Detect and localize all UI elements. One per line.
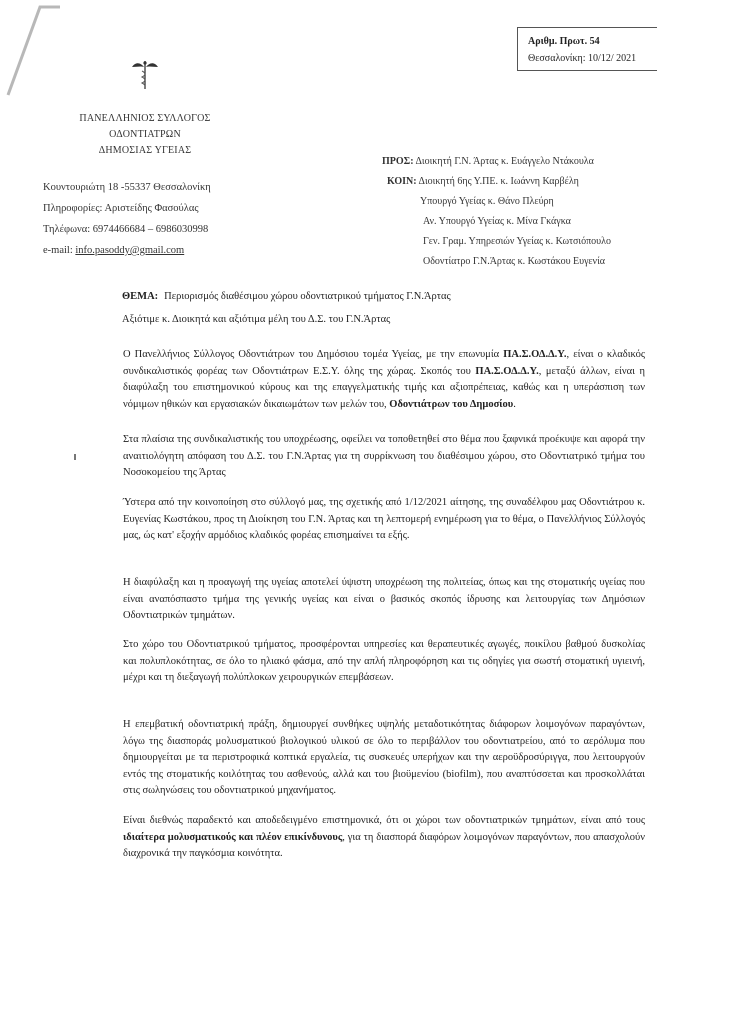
subject-text: Περιορισμός διαθέσιμου χώρου οδοντιατρικού τμήματος Γ.Ν.Άρτας	[164, 291, 451, 302]
subject-line	[122, 291, 451, 302]
emphasis-text: Οδοντιάτρων του Δημοσίου	[389, 398, 514, 410]
org-name-line: ΟΔΟΝΤΙΑΤΡΩΝ	[109, 129, 181, 140]
to-recipient: Διοικητή Γ.Ν. Άρτας κ. Ευάγγελο Ντάκουλα	[415, 156, 594, 167]
caduceus-icon	[130, 55, 160, 91]
org-name-line: ΠΑΝΕΛΛΗΝΙΟΣ ΣΥΛΛΟΓΟΣ	[79, 113, 211, 124]
paragraph: Ύστερα από την κοινοποίηση στο σύλλογό μας, της σχετικής από 1/12/2021 αίτησης, της συναδέλφου μας Οδοντιάτρου κ. Ευγενίας Κωστάκου, προς τη Διοίκηση του Γ.Ν. Άρτας και τη λεπτομερή ενημέρωση για το θέμα, ο Πανελλήνιος Σύλλογός μας, ώς κατ' εξοχήν αρμόδιος κλαδικός φορέας επισημαίνει τα εξής.	[123, 497, 645, 541]
paragraph: Στο χώρο του Οδοντιατρικού τμήματος, προσφέρονται υπηρεσίες και θεραπευτικές αγωγές, ποικίλου βαθμού δυσκολίας και πολυπλοκότητας, σε όλο το ηλιακό φάσμα, από την απλή πληροφόρηση και τις οδηγίες για σωστή στοματική υγιεινή, μέχρι και τη διεξαγωγή πολύπλοκων χειρουργικών επεμβάσεων.	[123, 639, 645, 683]
recipients-block	[382, 152, 611, 272]
cc-list	[382, 192, 611, 272]
subject-label: ΘΕΜΑ:	[122, 291, 159, 302]
phone-numbers: Τηλέφωνα: 6974466684 – 6986030998	[43, 224, 209, 235]
email-row	[43, 240, 211, 261]
paragraph: Η επεμβατική οδοντιατρική πράξη, δημιουργεί συνθήκες υψηλής μεταδοτικότητας διάφορων λοιμογόνων παραγόντων, λόγω της διασποράς μολυσματικού βιολογικού υλικού σε όλο το περιβάλλον του οδοντιατρείου, από το αερόλυμα που δημιουργείται με τα περιστροφικά κοπτικά εργαλεία, τις συσκευές υπερήχων και την αεροϋδροσύριγγα, που λειτουργούν εντός της στοματικής κοιλότητας του ασθενούς, αλλά και του βιοϋμενίου (biofilm), που αναπτύσσεται και προσκολλάται στις σωληνώσεις του οδοντιατρικού μηχανήματος.	[123, 719, 645, 796]
emphasis-text: ιδιαίτερα μολυσματικούς και πλέον επικίνδυνους	[123, 831, 343, 843]
org-acronym: ΠΑ.Σ.ΟΔ.Δ.Υ.	[503, 349, 567, 360]
cc-recipient: Αν. Υπουργό Υγείας κ. Μίνα Γκάγκα	[423, 216, 571, 227]
cc-recipient: Γεν. Γραμ. Υπηρεσιών Υγείας κ. Κωτσιόπουλο	[423, 236, 611, 247]
paragraph	[123, 813, 645, 863]
email-label: e-mail:	[43, 245, 76, 256]
salutation: Αξιότιμε κ. Διοικητά και αξιότιμα μέλη του Δ.Σ. του Γ.Ν.Άρτας	[122, 314, 391, 325]
text-run: , για τη διασπορά διαφόρων λοιμογόνων παραγόντων, που απασχολούν διαχρονικά την παγκόσμια κοινότητα.	[123, 831, 646, 859]
scan-mark	[74, 454, 76, 460]
contact-block	[43, 177, 211, 261]
cc-row	[382, 172, 611, 192]
to-row	[382, 152, 611, 172]
cc-recipient: Υπουργό Υγείας κ. Θάνο Πλεύρη	[420, 196, 554, 207]
paragraph: Η διαφύλαξη και η προαγωγή της υγείας αποτελεί ύψιστη υποχρέωση της πολιτείας, όπως και της στοματικής υγείας που είναι αναπόσπαστο τμήμα της γενικής υγείας και είναι ο βασικός σκοπός ίδρυσης και λειτουργίας των Δημόσιων Οδοντιατρικών τμημάτων.	[123, 577, 645, 621]
paragraph	[123, 347, 645, 413]
to-label: ΠΡΟΣ:	[382, 156, 414, 167]
text-run: Είναι διεθνώς παραδεκτό και αποδεδειγμένο επιστημονικά, ότι οι χώροι των οδοντιατρικών τμημάτων, είναι από τους	[123, 815, 645, 826]
text-run: .	[513, 398, 516, 410]
scan-edge-line	[0, 0, 80, 110]
cc-label: ΚΟΙΝ:	[387, 176, 417, 187]
cc-recipient: Διοικητή 6ης Υ.ΠΕ. κ. Ιωάννη Καρβέλη	[418, 176, 579, 187]
cc-recipient: Οδοντίατρο Γ.Ν.Άρτας κ. Κωστάκου Ευγενία	[423, 256, 605, 267]
contact-person: Πληροφορίες: Αριστείδης Φασούλας	[43, 203, 199, 214]
text-run: , μεταξύ άλλων, είναι η διαφύλαξη του επιστημονικού κύρους και της επαγγελματικής τιμής και αξιοπρέπειας, καθώς και η υπεράσπιση των νόμιμων ηθικών και εργασιακών δικαιωμάτων των μελών του,	[123, 365, 646, 410]
text-run: , είναι ο κλαδικός συνδικαλιστικός φορέας των Οδοντιάτρων Ε.Σ.Υ. όλης της χώρας. Σκοπός του	[123, 349, 646, 377]
text-run: Ο Πανελλήνιος Σύλλογος Οδοντιάτρων του Δημόσιου τομέα Υγείας, με την επωνυμία	[123, 349, 504, 360]
organization-name	[40, 111, 250, 159]
protocol-number: Αριθμ. Πρωτ. 54	[528, 36, 600, 47]
paragraph: Στα πλαίσια της συνδικαλιστικής του υποχρέωσης, οφείλει να τοποθετηθεί στο θέμα που ξαφνικά προέκυψε και αφορά την αναιτιολόγητη απόφαση του Δ.Σ. του Γ.Ν.Άρτας για τη συρρίκνωση του διαθέσιμου χώρου, στο Οδοντιατρικό τμήμα του Νοσοκομείου της Άρτας	[123, 434, 645, 478]
address: Κουντουριώτη 18 -55337 Θεσσαλονίκη	[43, 182, 211, 193]
org-acronym: ΠΑ.Σ.ΟΔ.Δ.Υ.	[475, 365, 539, 377]
protocol-box	[517, 27, 657, 71]
email-link[interactable]: info.pasoddy@gmail.com	[75, 245, 185, 256]
org-name-line: ΔΗΜΟΣΙΑΣ ΥΓΕΙΑΣ	[98, 145, 192, 156]
place-date: Θεσσαλονίκη: 10/12/ 2021	[528, 53, 637, 64]
